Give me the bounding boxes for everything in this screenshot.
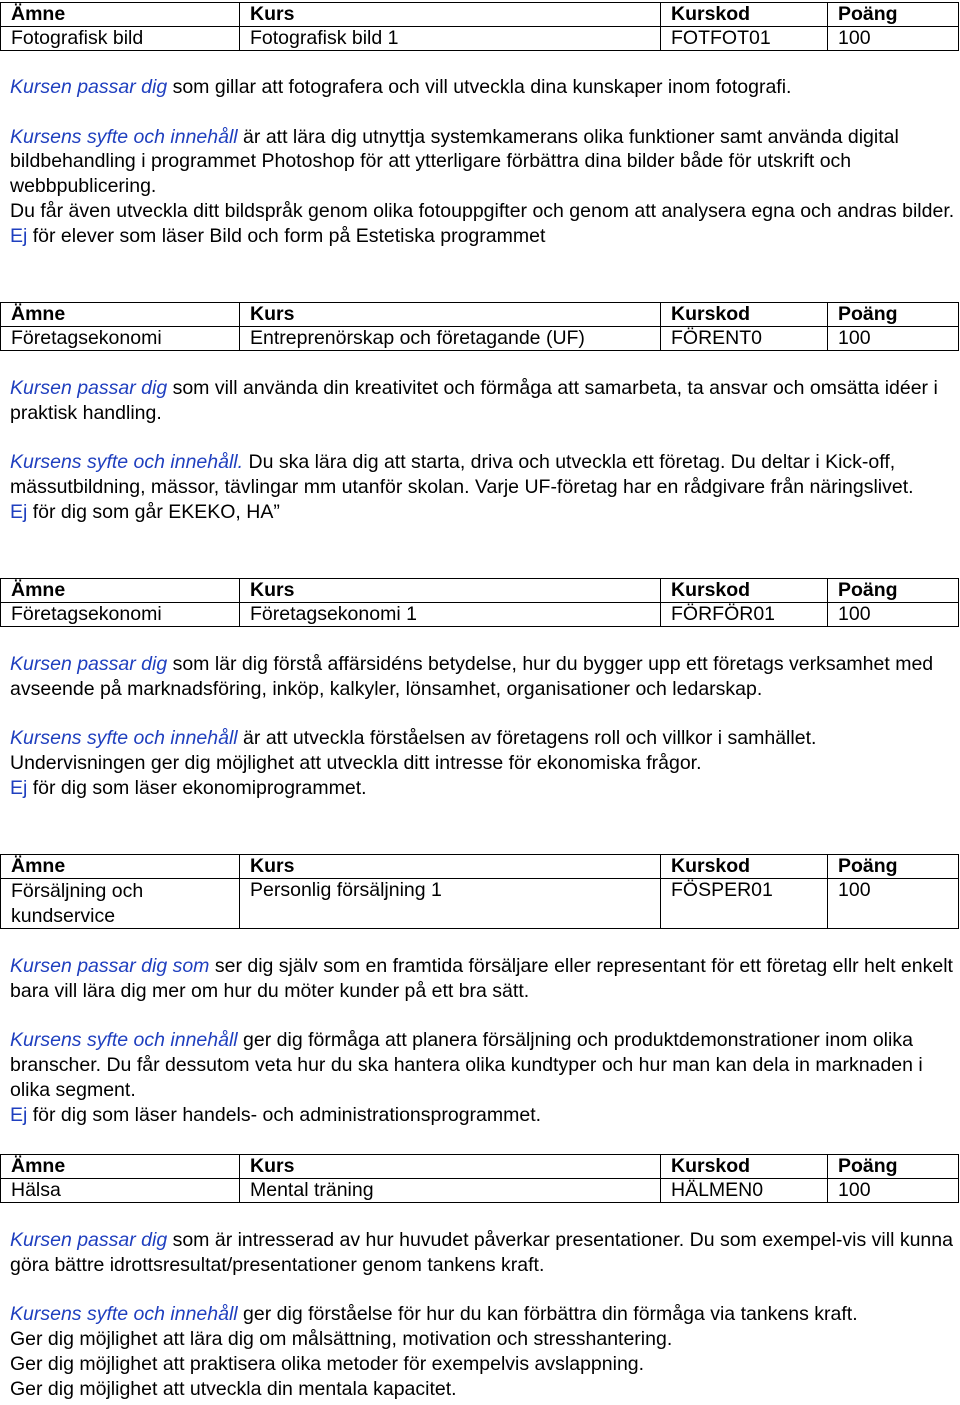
ej-paragraph <box>10 500 955 525</box>
header-course: Kurs <box>240 855 661 879</box>
passar-paragraph <box>10 1228 955 1277</box>
syfte-text: är att utveckla förståelsen av företagens roll och villkor i samhället. <box>237 727 817 750</box>
header-subject: Ämne <box>1 579 240 603</box>
header-points: Poäng <box>828 855 959 879</box>
course-section <box>0 302 960 525</box>
cell-code: FOTFOT01 <box>661 27 828 51</box>
table-header-row <box>1 1155 959 1179</box>
passar-label: Kursen passar dig <box>10 1229 168 1251</box>
header-course: Kurs <box>240 579 661 603</box>
course-section <box>0 1154 960 1401</box>
passar-text: som är intresserad av hur huvudet påverkar presentationer. Du som exempel-vis vill kunna göra bättre idrottsresultat/presentationer genom tankens kraft. <box>10 1229 953 1276</box>
cell-course: Personlig försäljning 1 <box>240 879 661 929</box>
passar-text: som gillar att fotografera och vill utveckla dina kunskaper inom fotografi. <box>167 76 792 98</box>
extra-line: Undervisningen ger dig möjlighet att utveckla ditt intresse för ekonomiska frågor. <box>10 752 702 775</box>
passar-text: som lär dig förstå affärsidéns betydelse, hur du bygger upp ett företags verksamhet med avseende på marknadsföring, inköp, kalkyler, lönsamhet, organisationer och ledarskap. <box>10 653 934 700</box>
ej-text: för dig som läser ekonomiprogrammet. <box>27 776 367 799</box>
syfte-paragraph <box>10 726 955 751</box>
passar-label: Kursen passar dig som <box>10 955 210 977</box>
extra-line: Ger dig möjlighet att utveckla din mentala kapacitet. <box>10 1377 457 1400</box>
ej-text: för dig som läser handels- och administrationsprogrammet. <box>27 1103 542 1126</box>
syfte-paragraph <box>10 450 955 499</box>
passar-text: som vill använda din kreativitet och förmåga att samarbeta, ta ansvar och omsätta idéer i praktisk handling. <box>10 377 938 424</box>
table-row <box>1 27 959 51</box>
cell-code: FÖSPER01 <box>661 879 828 929</box>
ej-text: för dig som går EKEKO, HA” <box>27 500 280 523</box>
extra-line: Ger dig möjlighet att lära dig om målsättning, motivation och stresshantering. <box>10 1328 673 1351</box>
cell-points: 100 <box>828 27 959 51</box>
course-section <box>0 578 960 801</box>
cell-course: Företagsekonomi 1 <box>240 603 661 627</box>
ej-label: Ej <box>10 224 28 247</box>
cell-points: 100 <box>828 879 959 929</box>
cell-points: 100 <box>828 327 959 351</box>
syfte-label: Kursens syfte och innehåll <box>10 125 238 148</box>
cell-points: 100 <box>828 603 959 627</box>
cell-code: FÖRFÖR01 <box>661 603 828 627</box>
course-table <box>0 854 959 929</box>
header-points: Poäng <box>828 579 959 603</box>
table-row <box>1 603 959 627</box>
table-row <box>1 1179 959 1203</box>
header-course: Kurs <box>240 3 661 27</box>
header-course: Kurs <box>240 303 661 327</box>
header-code: Kurskod <box>661 1155 828 1179</box>
table-row <box>1 879 959 929</box>
course-section <box>0 854 960 1127</box>
header-subject: Ämne <box>1 3 240 27</box>
ej-label: Ej <box>10 500 28 523</box>
ej-paragraph <box>10 776 955 801</box>
syfte-text: ger dig förståelse för hur du kan förbättra din förmåga via tankens kraft. <box>237 1303 858 1326</box>
table-header-row <box>1 855 959 879</box>
cell-course: Entreprenörskap och företagande (UF) <box>240 327 661 351</box>
cell-subject: Försäljning och kundservice <box>1 879 240 929</box>
table-header-row <box>1 579 959 603</box>
header-subject: Ämne <box>1 303 240 327</box>
cell-subject: Fotografisk bild <box>1 27 240 51</box>
cell-subject: Hälsa <box>1 1179 240 1203</box>
ej-paragraph <box>10 224 955 249</box>
ej-paragraph <box>10 1103 955 1128</box>
syfte-label: Kursens syfte och innehåll <box>10 727 238 750</box>
syfte-paragraph <box>10 125 955 199</box>
cell-code: HÄLMEN0 <box>661 1179 828 1203</box>
cell-subject: Företagsekonomi <box>1 603 240 627</box>
cell-subject: Företagsekonomi <box>1 327 240 351</box>
header-code: Kurskod <box>661 3 828 27</box>
passar-label: Kursen passar dig <box>10 76 168 98</box>
passar-paragraph <box>10 954 955 1003</box>
course-table <box>0 1154 959 1203</box>
course-table <box>0 2 959 51</box>
table-row <box>1 327 959 351</box>
header-course: Kurs <box>240 1155 661 1179</box>
ej-text: för elever som läser Bild och form på Estetiska programmet <box>27 224 546 247</box>
cell-course: Fotografisk bild 1 <box>240 27 661 51</box>
syfte-label: Kursens syfte och innehåll. <box>10 451 244 474</box>
cell-code: FÖRENT0 <box>661 327 828 351</box>
table-header-row <box>1 3 959 27</box>
course-table <box>0 578 959 627</box>
ej-label: Ej <box>10 776 28 799</box>
course-table <box>0 302 959 351</box>
syfte-text: Du ska lära dig att starta, driva och utveckla ett företag. Du deltar i Kick-off, mässutbildning, mässor, tävlingar mm utanför skolan. Varje UF-företag har en rådgivare från näringslivet. <box>10 451 914 499</box>
cell-points: 100 <box>828 1179 959 1203</box>
cell-course: Mental träning <box>240 1179 661 1203</box>
extra-line: Du får även utveckla ditt bildspråk genom olika fotouppgifter och genom att analysera egna och andras bilder. <box>10 199 955 222</box>
header-subject: Ämne <box>1 1155 240 1179</box>
header-points: Poäng <box>828 3 959 27</box>
course-section <box>0 2 960 248</box>
syfte-paragraph <box>10 1302 955 1327</box>
passar-text: ser dig själv som en framtida försäljare eller representant för ett företag ellr helt enkelt bara vill lära dig mer om hur du möter kunder på ett bra sätt. <box>10 955 953 1002</box>
passar-paragraph <box>10 652 955 701</box>
syfte-label: Kursens syfte och innehåll <box>10 1029 238 1052</box>
header-subject: Ämne <box>1 855 240 879</box>
syfte-paragraph <box>10 1028 955 1102</box>
header-points: Poäng <box>828 303 959 327</box>
passar-paragraph <box>10 75 955 100</box>
syfte-text: ger dig förmåga att planera försäljning och produktdemonstrationer inom olika branscher. Du får dessutom veta hur du ska hantera olika kundtyper och hur man kan dela in marknaden i olika segment. <box>10 1029 923 1101</box>
passar-paragraph <box>10 376 955 425</box>
extra-line: Ger dig möjlighet att praktisera olika metoder för exempelvis avslappning. <box>10 1352 645 1375</box>
passar-label: Kursen passar dig <box>10 653 168 675</box>
syfte-text: är att lära dig utnyttja systemkamerans olika funktioner samt använda digital bildbehandling i programmet Photoshop för att ytterligare förbättra dina bilder både för utskrift och webbpublicering. <box>10 125 899 198</box>
syfte-label: Kursens syfte och innehåll <box>10 1303 238 1326</box>
passar-label: Kursen passar dig <box>10 377 168 399</box>
header-code: Kurskod <box>661 579 828 603</box>
header-code: Kurskod <box>661 855 828 879</box>
header-points: Poäng <box>828 1155 959 1179</box>
table-header-row <box>1 303 959 327</box>
header-code: Kurskod <box>661 303 828 327</box>
ej-label: Ej <box>10 1103 28 1126</box>
